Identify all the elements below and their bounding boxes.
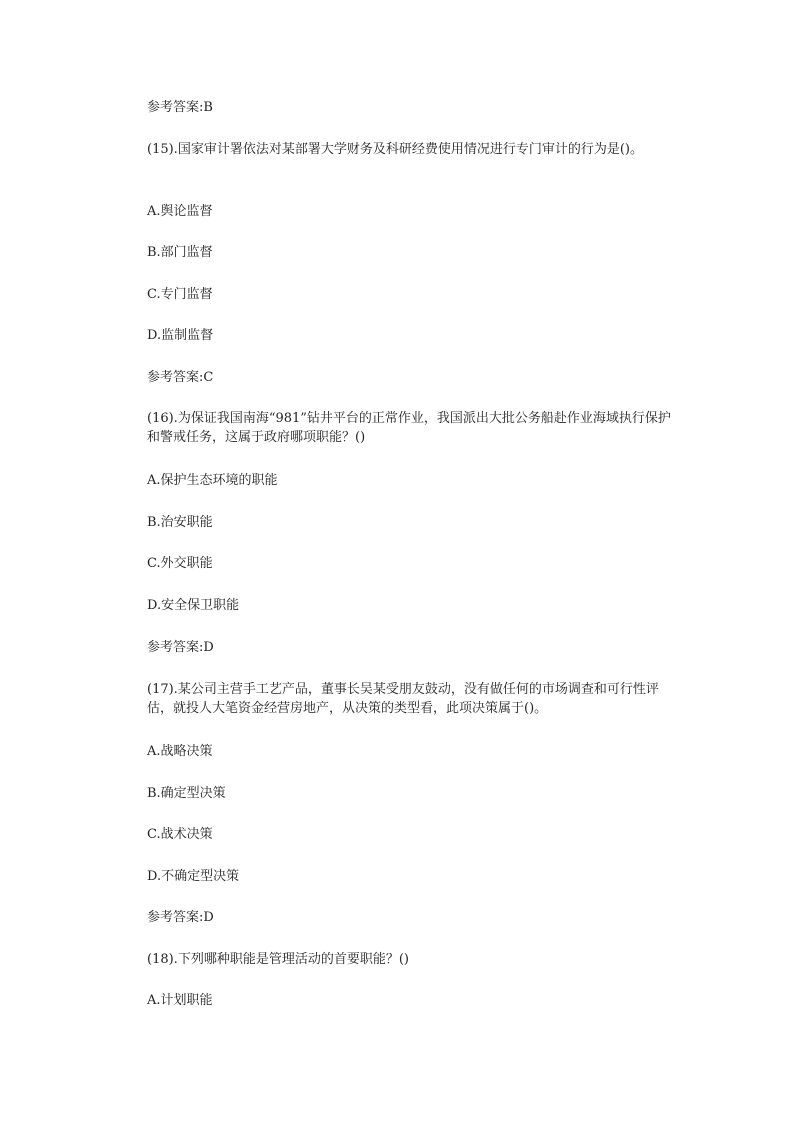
question-18-option-a: A.计划职能 — [147, 993, 213, 1008]
question-16-option-a: A.保护生态环境的职能 — [147, 473, 278, 488]
question-18-stem: (18).下列哪种职能是管理活动的首要职能？() — [147, 952, 409, 967]
question-16-option-d: D.安全保卫职能 — [147, 598, 240, 613]
answer-17: 参考答案:D — [147, 910, 214, 925]
question-17-option-d: D.不确定型决策 — [147, 869, 240, 884]
question-15-option-b: B.部门监督 — [147, 245, 213, 260]
question-15-option-a: A.舆论监督 — [147, 204, 213, 219]
question-16-option-b: B.治安职能 — [147, 515, 213, 530]
question-17-option-a: A.战略决策 — [147, 744, 213, 759]
answer-14: 参考答案:B — [147, 100, 213, 115]
question-16-option-c: C.外交职能 — [147, 556, 213, 571]
question-17-option-b: B.确定型决策 — [147, 786, 226, 801]
question-15-option-d: D.监制监督 — [147, 328, 214, 343]
question-15-stem: (15).国家审计署依法对某部署大学财务及科研经费使用情况进行专门审计的行为是()。 — [147, 142, 643, 157]
question-17-stem: (17).某公司主营手工艺产品，董事长吴某受朋友鼓动，没有做任何的市场调查和可行性评估，就投人大笔资金经营房地产，从决策的类型看，此项决策属于()。 — [147, 682, 659, 716]
question-16-stem: (16).为保证我国南海“981”钻井平台的正常作业，我国派出大批公务船赴作业海域执行保护和警戒任务，这属于政府哪项职能？() — [147, 411, 671, 445]
answer-16: 参考答案:D — [147, 640, 214, 655]
answer-15: 参考答案:C — [147, 370, 214, 385]
question-15-option-c: C.专门监督 — [147, 287, 213, 302]
question-17-option-c: C.战术决策 — [147, 827, 213, 842]
